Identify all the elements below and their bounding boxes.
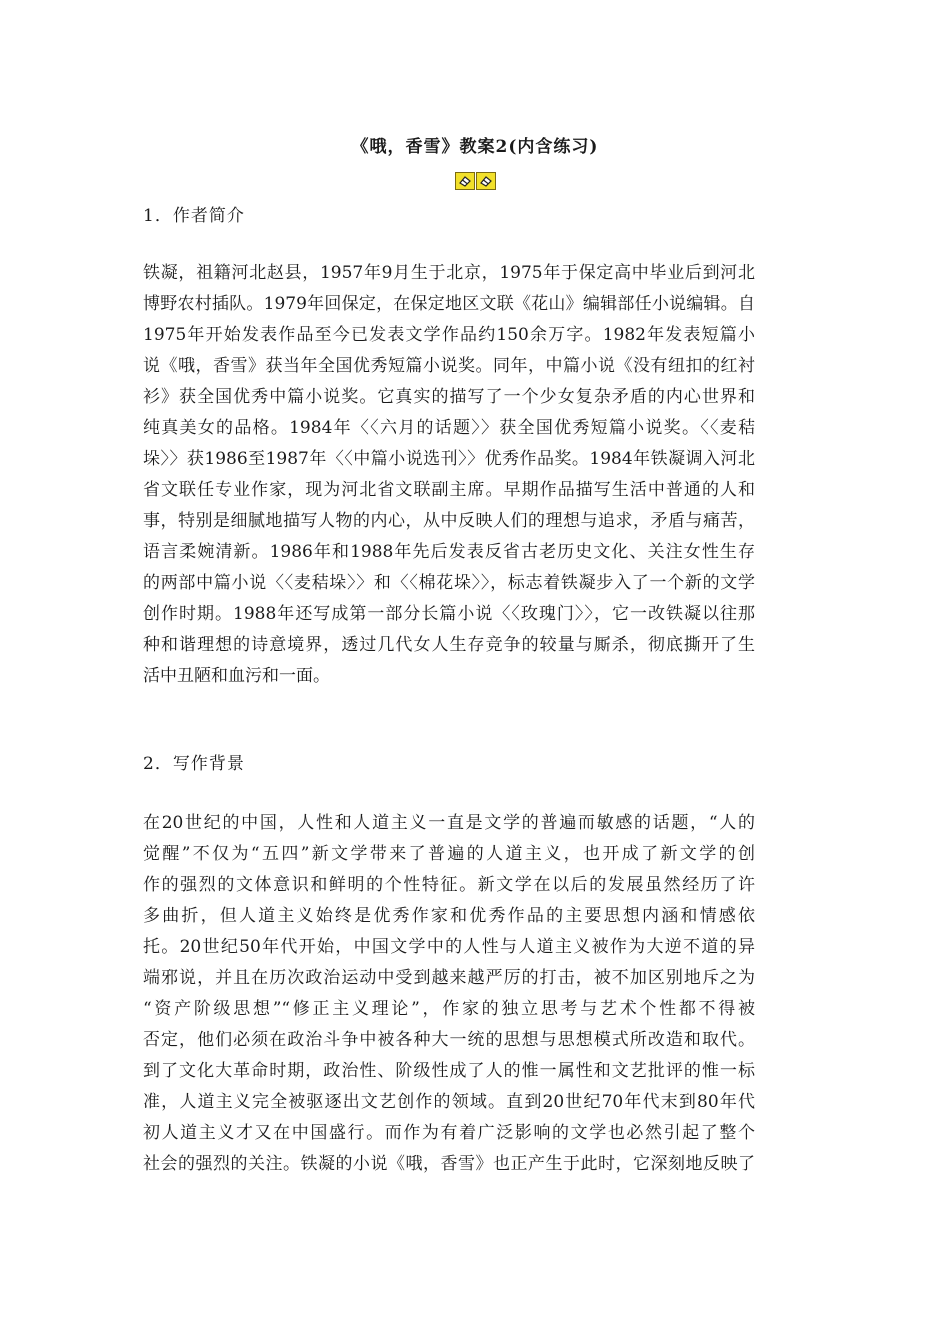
paragraph-line: 到了文化大革命时期，政治性、阶级性成了人的惟一属性和文艺批评的惟一标	[143, 1061, 755, 1081]
paragraph-line: 省文联任专业作家，现为河北省文联副主席。早期作品描写生活中普通的人和	[143, 480, 755, 500]
paragraph-line: 说《哦，香雪》获当年全国优秀短篇小说奖。同年，中篇小说《没有纽扣的红衬	[143, 356, 755, 376]
paragraph-line: 的两部中篇小说〈〈麦秸垛〉〉和〈〈棉花垛〉〉，标志着铁凝步入了一个新的文学	[143, 573, 755, 593]
paragraph-line: 托。20世纪50年代开始，中国文学中的人性与人道主义被作为大逆不道的异	[143, 937, 755, 957]
eraser-icon	[455, 172, 475, 190]
paragraph-line: 社会的强烈的关注。铁凝的小说《哦，香雪》也正产生于此时，它深刻地反映了	[143, 1154, 755, 1174]
eraser-icon	[476, 172, 496, 190]
document-title: 《哦，香雪》教案2(内含练习)	[351, 137, 599, 157]
paragraph-line: 活中丑陋和血污和一面。	[143, 666, 330, 686]
background-paragraph	[143, 808, 755, 1180]
paragraph-line: 端邪说，并且在历次政治运动中受到越来越严厉的打击，被不加区别地斥之为	[143, 968, 755, 988]
paragraph-line: 垛〉〉获1986至1987年〈〈中篇小说选刊〉〉优秀作品奖。1984年铁凝调入河北	[143, 449, 755, 469]
badge-icons	[0, 172, 950, 190]
paragraph-line: 否定，他们必须在政治斗争中被各种大一统的思想与思想模式所改造和取代。	[143, 1030, 755, 1050]
author-intro-paragraph	[143, 258, 755, 692]
paragraph-line: 1975年开始发表作品至今已发表文学作品约150余万字。1982年发表短篇小	[143, 325, 755, 345]
paragraph-line: 纯真美女的品格。1984年〈〈六月的话题〉〉获全国优秀短篇小说奖。〈〈麦秸	[143, 418, 755, 438]
paragraph-line: 在20世纪的中国，人性和人道主义一直是文学的普遍而敏感的话题，“人的	[143, 813, 755, 833]
paragraph-line: 准，人道主义完全被驱逐出文艺创作的领域。直到20世纪70年代末到80年代	[143, 1092, 755, 1112]
paragraph-line: 事，特别是细腻地描写人物的内心，从中反映人们的理想与追求，矛盾与痛苦，	[143, 511, 755, 531]
paragraph-line: 铁凝，祖籍河北赵县，1957年9月生于北京，1975年于保定高中毕业后到河北	[143, 263, 755, 283]
paragraph-line: 觉醒”不仅为“五四”新文学带来了普遍的人道主义，也开成了新文学的创	[143, 844, 755, 864]
paragraph-line: 语言柔婉清新。1986年和1988年先后发表反省古老历史文化、关注女性生存	[143, 542, 755, 562]
paragraph-line: “资产阶级思想”“修正主义理论”，作家的独立思考与艺术个性都不得被	[143, 999, 755, 1019]
paragraph-line: 种和谐理想的诗意境界，透过几代女人生存竞争的较量与厮杀，彻底撕开了生	[143, 635, 755, 655]
section-heading-author: 1．作者简介	[143, 206, 245, 226]
section-heading-background: 2．写作背景	[143, 754, 245, 774]
paragraph-line: 多曲折，但人道主义始终是优秀作家和优秀作品的主要思想内涵和情感依	[143, 906, 755, 926]
paragraph-line: 初人道主义才又在中国盛行。而作为有着广泛影响的文学也必然引起了整个	[143, 1123, 755, 1143]
paragraph-line: 博野农村插队。1979年回保定，在保定地区文联《花山》编辑部任小说编辑。自	[143, 294, 755, 314]
paragraph-line: 创作时期。1988年还写成第一部分长篇小说〈〈玫瑰门〉〉，它一改铁凝以往那	[143, 604, 755, 624]
paragraph-line: 衫》获全国优秀中篇小说奖。它真实的描写了一个少女复杂矛盾的内心世界和	[143, 387, 755, 407]
paragraph-line: 作的强烈的文体意识和鲜明的个性特征。新文学在以后的发展虽然经历了许	[143, 875, 755, 895]
